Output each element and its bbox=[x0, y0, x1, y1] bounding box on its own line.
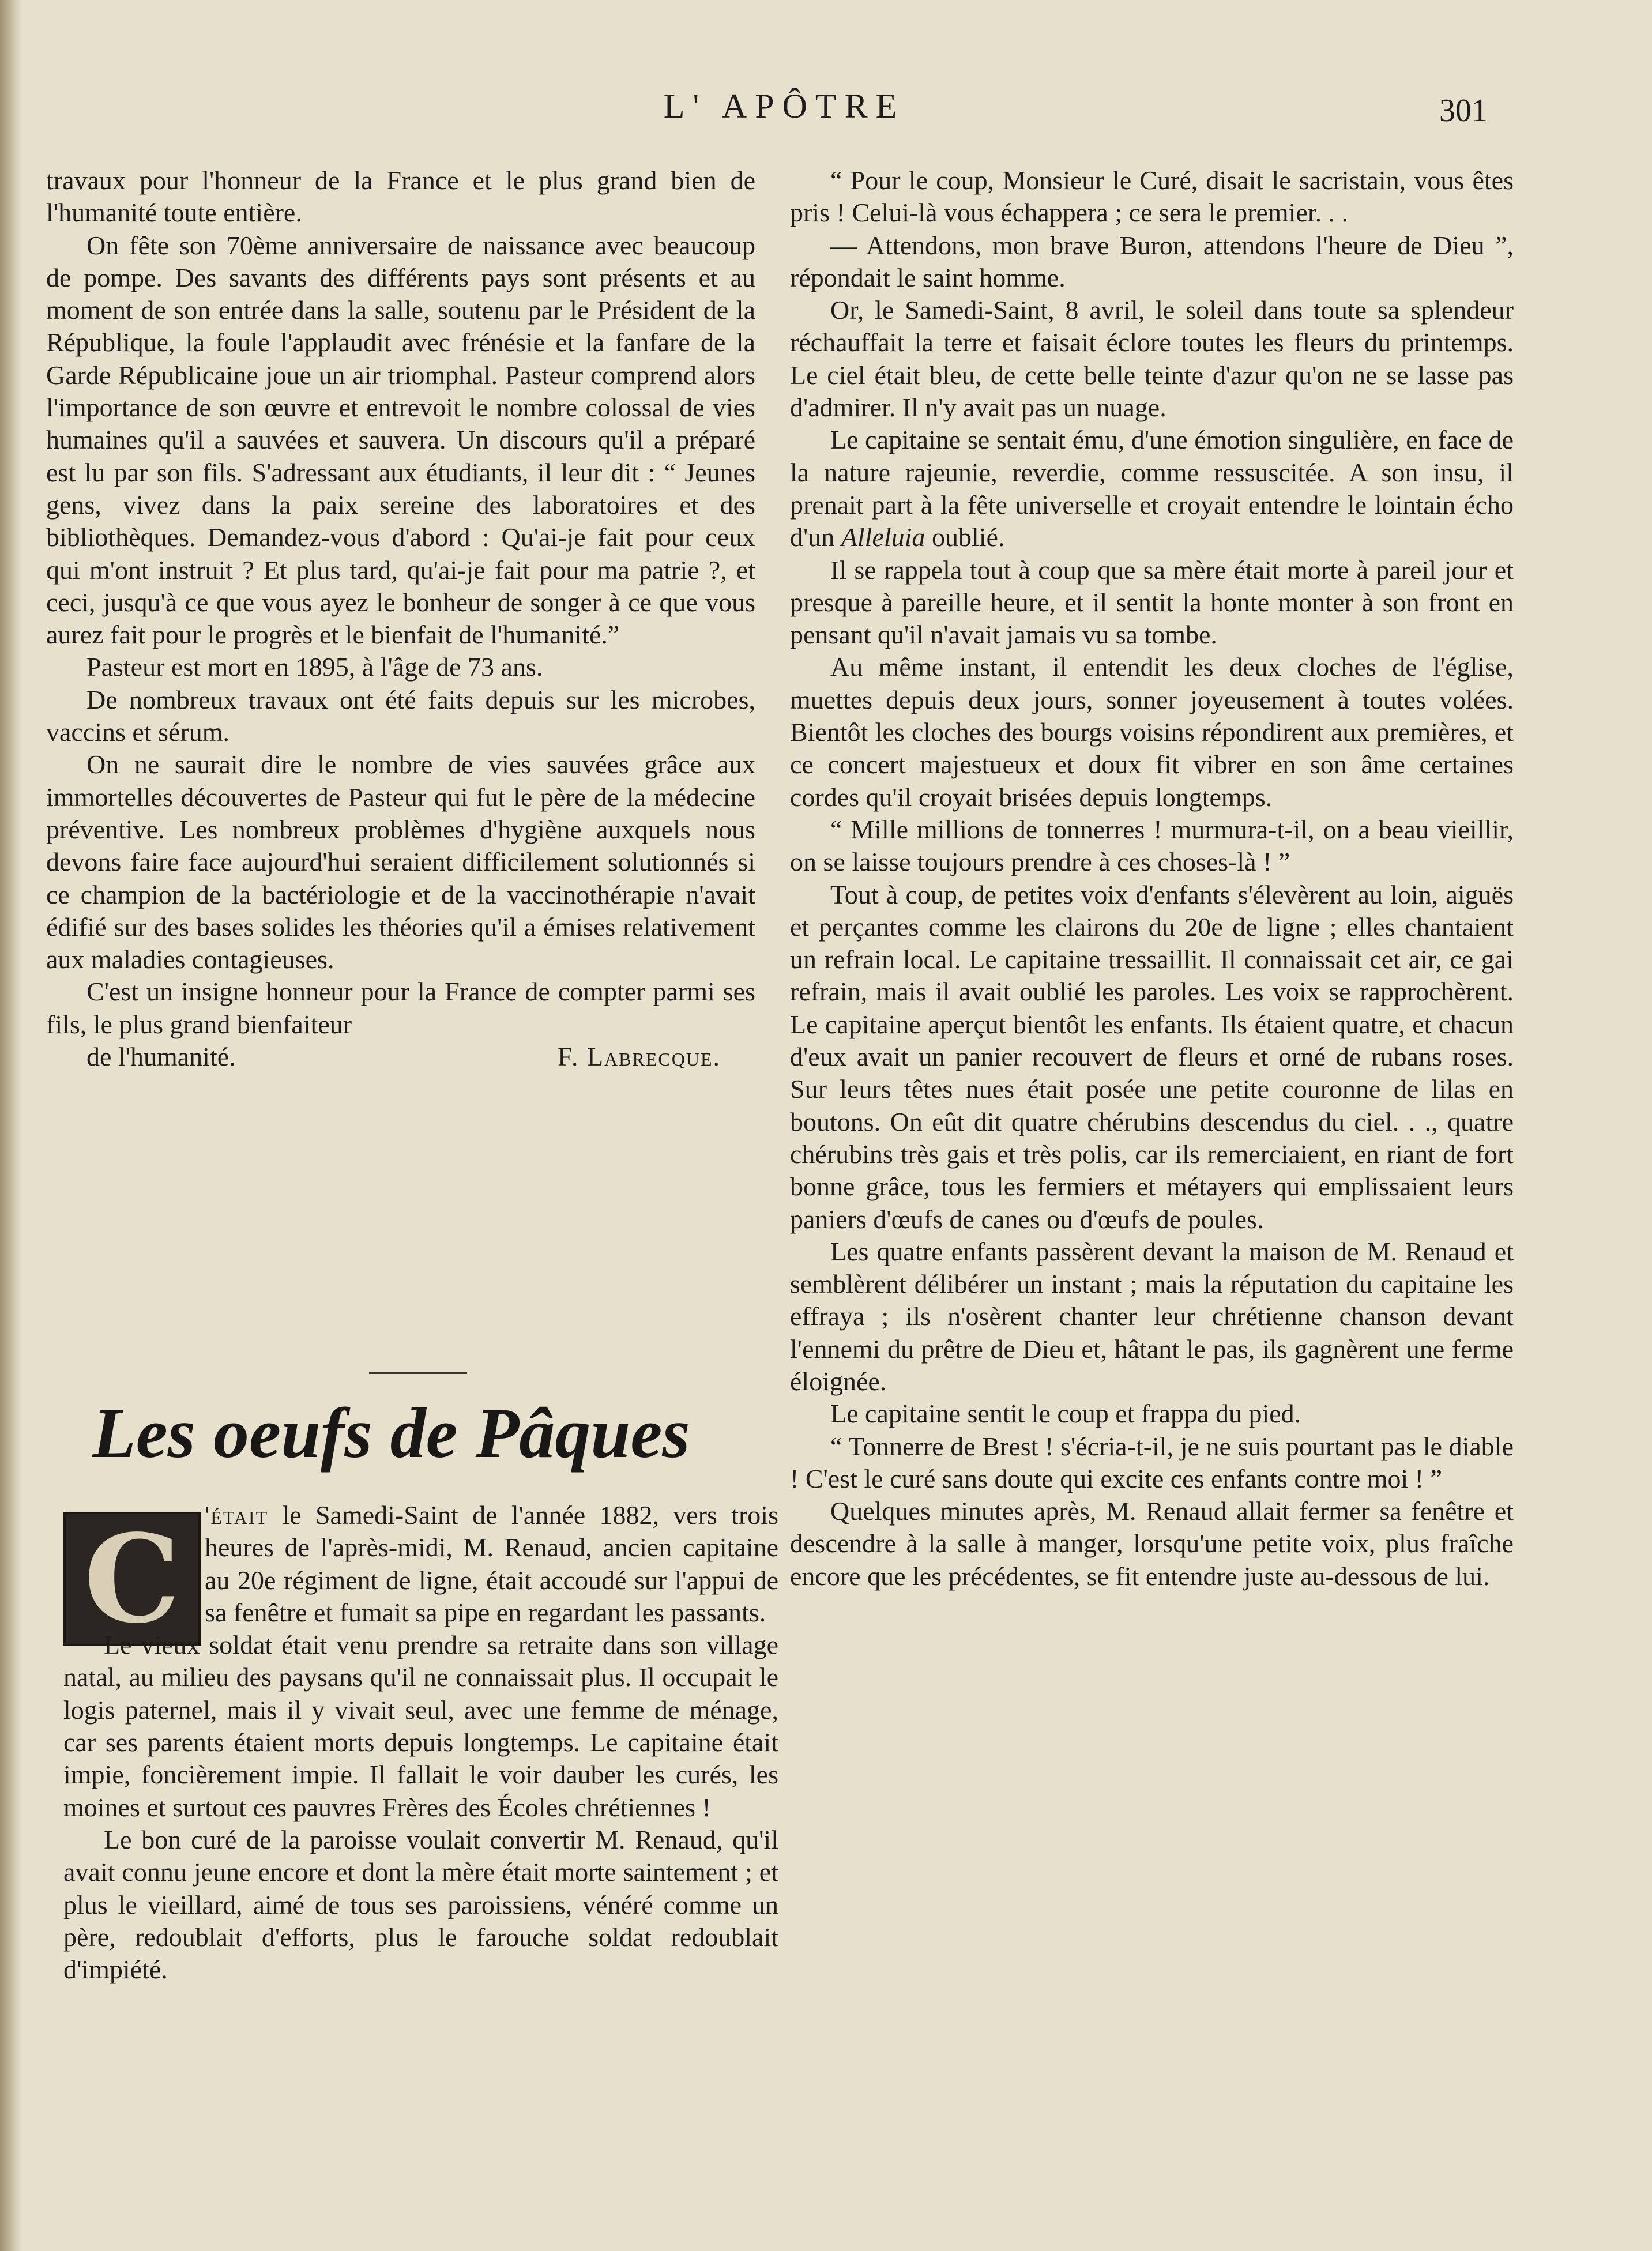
running-header: L' APÔTRE bbox=[663, 87, 905, 125]
page-number: 301 bbox=[1439, 93, 1488, 129]
paragraph: Au même instant, il entendit les deux cloches de l'église, muettes depuis deux jours, sonner joyeusement à toutes volées. Bientôt les cloches des bourgs voisins répondirent aux premières, et ce concert majestueux et doux fit vibrer en son âme certaines cordes qu'il croyait brisées depuis longtemps. bbox=[790, 652, 1514, 812]
paragraph: Le capitaine sentit le coup et frappa du pied. bbox=[830, 1399, 1301, 1429]
paragraph: De nombreux travaux ont été faits depuis sur les microbes, vaccins et sérum. bbox=[46, 684, 755, 747]
paragraph-alleluia bbox=[790, 424, 1514, 554]
lead-text: le Samedi-Saint de l'année 1882, vers trois heures de l'après-midi, M. Renaud, ancien capitaine au 20e régiment de ligne, était accoudé sur l'appui de sa fenêtre et fumait sa pipe en regardant les passants. bbox=[205, 1500, 778, 1627]
paragraph: — Attendons, mon brave Buron, attendons l'heure de Dieu ”, répondait le saint homme. bbox=[790, 230, 1514, 292]
section-divider bbox=[369, 1372, 467, 1374]
paragraph: travaux pour l'honneur de la France et le plus grand bien de l'humanité toute entière. bbox=[46, 165, 755, 228]
lead-smallcaps: 'était bbox=[205, 1500, 269, 1530]
paragraph: Quelques minutes après, M. Renaud allait fermer sa fenêtre et descendre à la salle à manger, lorsqu'une petite voix, plus fraîche encore que les précédentes, se fit entendre juste au-dessous de lui. bbox=[790, 1496, 1514, 1591]
paragraph: Pasteur est mort en 1895, à l'âge de 73 ans. bbox=[86, 652, 543, 682]
signature-lead: de l'humanité. bbox=[86, 1042, 236, 1072]
paragraph: Le bon curé de la paroisse voulait convertir M. Renaud, qu'il avait connu jeune encore et dont la mère était morte saintement ; et plus le vieillard, aimé de tous ses paroissiens, vénéré comme un père, redoublait d'efforts, plus le farouche soldat redoublait d'impiété. bbox=[63, 1824, 778, 1985]
paragraph: Tout à coup, de petites voix d'enfants s'élevèrent au loin, aiguës et perçantes comme les clairons du 20e de ligne ; elles chantaient un refrain local. Le capitaine tressaillit. Il connaissait cet air, ce gai refrain, mais il avait oublié les paroles. Les voix se rapprochèrent. Le capitaine aperçut bientôt les enfants. Ils étaient quatre, et chacun d'eux avait un panier recouvert de fleurs et orné de rubans roses. Sur leurs têtes nues était posée une petite couronne de lilas en boutons. On eût dit quatre chérubins descendus du ciel. . ., quatre chérubins très gais et très polis, car ils remerciaient, en riant de fort bonne grâce, tous les fermiers et métayers qui emplissaient leurs paniers d'œufs de canes ou d'œufs de poules. bbox=[790, 879, 1514, 1234]
paragraph: Or, le Samedi-Saint, 8 avril, le soleil dans toute sa splendeur réchauffait la terre et faisait éclore toutes les fleurs du printemps. Le ciel était bleu, de cette belle teinte d'azur qu'on ne se lasse pas d'admirer. Il n'y avait pas un nuage. bbox=[790, 295, 1514, 423]
author-signature: F. Labrecque. bbox=[558, 1042, 721, 1072]
paragraph: C'est un insigne honneur pour la France de compter parmi ses fils, le plus grand bienfaiteur bbox=[46, 977, 755, 1039]
paragraph: Il se rappela tout à coup que sa mère était morte à pareil jour et presque à pareille heure, et il sentit la honte monter à son front en pensant qu'il n'avait jamais vu sa tombe. bbox=[790, 555, 1514, 650]
alleluia-after: oublié. bbox=[925, 522, 1005, 552]
signature-line bbox=[46, 1041, 755, 1073]
paragraph: “ Mille millions de tonnerres ! murmura-t-il, on a beau vieillir, on se laisse toujours prendre à ces choses-là ! ” bbox=[790, 814, 1514, 877]
paragraph: “ Pour le coup, Monsieur le Curé, disait le sacristain, vous êtes pris ! Celui-là vous échappera ; ce sera le premier. . . bbox=[790, 165, 1514, 228]
alleluia-before: Le capitaine se sentait ému, d'une émotion singulière, en face de la nature rajeunie, reverdie, comme ressuscitée. A son insu, il prenait part à la fête universelle et croyait entendre le lointain écho d'un bbox=[790, 425, 1514, 552]
paragraph: On fête son 70ème anniversaire de naissance avec beaucoup de pompe. Des savants des différents pays sont présents et au moment de son entrée dans la salle, soutenu par le Président de la République, la foule l'applaudit avec frénésie et la fanfare de la Garde Républicaine joue un air triomphal. Pasteur comprend alors l'importance de son œuvre et entrevoit le nombre colossal de vies humaines qu'il a sauvées et sauvera. Un discours qu'il a préparé est lu par son fils. S'adressant aux étudiants, il leur dit : “ Jeunes gens, vivez dans la paix sereine des laboratoires et des bibliothèques. Demandez-vous d'abord : Qu'ai-je fait pour ceux qui m'ont instruit ? Et plus tard, qu'ai-je fait pour ma patrie ?, et ceci, jusqu'à ce que vous ayez le bonheur de songer à ce que vous aurez fait pour le progrès et le bienfait de l'humanité.” bbox=[46, 230, 755, 650]
alleluia-word: Alleluia bbox=[841, 522, 925, 552]
paragraph: Les quatre enfants passèrent devant la maison de M. Renaud et semblèrent délibérer un instant ; mais la réputation du capitaine les effraya ; ils n'osèrent chanter leur chrétienne chanson devant l'ennemi du prêtre de Dieu et, hâtant le pas, ils gagnèrent une ferme éloignée. bbox=[790, 1236, 1514, 1396]
left-column-top bbox=[46, 164, 755, 1073]
page-binding-edge bbox=[0, 0, 22, 2251]
dropcap-space bbox=[63, 1499, 205, 1629]
paragraph: Le vieux soldat était venu prendre sa retraite dans son village natal, au milieu des paysans qu'il ne connaissait plus. Il occupait le logis paternel, mais il y vivait seul, avec une femme de ménage, car ses parents étaient morts depuis longtemps. Le capitaine était impie, foncièrement impie. Il fallait le voir dauber les curés, les moines et surtout ces pauvres Frères des Écoles chrétiennes ! bbox=[63, 1630, 778, 1822]
left-column-bottom bbox=[63, 1499, 778, 1986]
article-title: Les oeufs de Pâques bbox=[92, 1394, 690, 1473]
right-column bbox=[790, 164, 1514, 1593]
paragraph: On ne saurait dire le nombre de vies sauvées grâce aux immortelles découvertes de Pasteur qui fut le père de la médecine préventive. Les nombreux problèmes d'hygiène auxquels nous devons faire face aujourd'hui seraient difficilement solutionnés si ce champion de la bactériologie et de la vaccinothérapie n'avait édifié sur des bases solides les théories qu'il a émises relativement aux maladies contagieuses. bbox=[46, 750, 755, 974]
paragraph: “ Tonnerre de Brest ! s'écria-t-il, je ne suis pourtant pas le diable ! C'est le curé sans doute qui excite ces enfants contre moi ! ” bbox=[790, 1431, 1514, 1493]
dropcap-letter: C bbox=[84, 1507, 180, 1650]
